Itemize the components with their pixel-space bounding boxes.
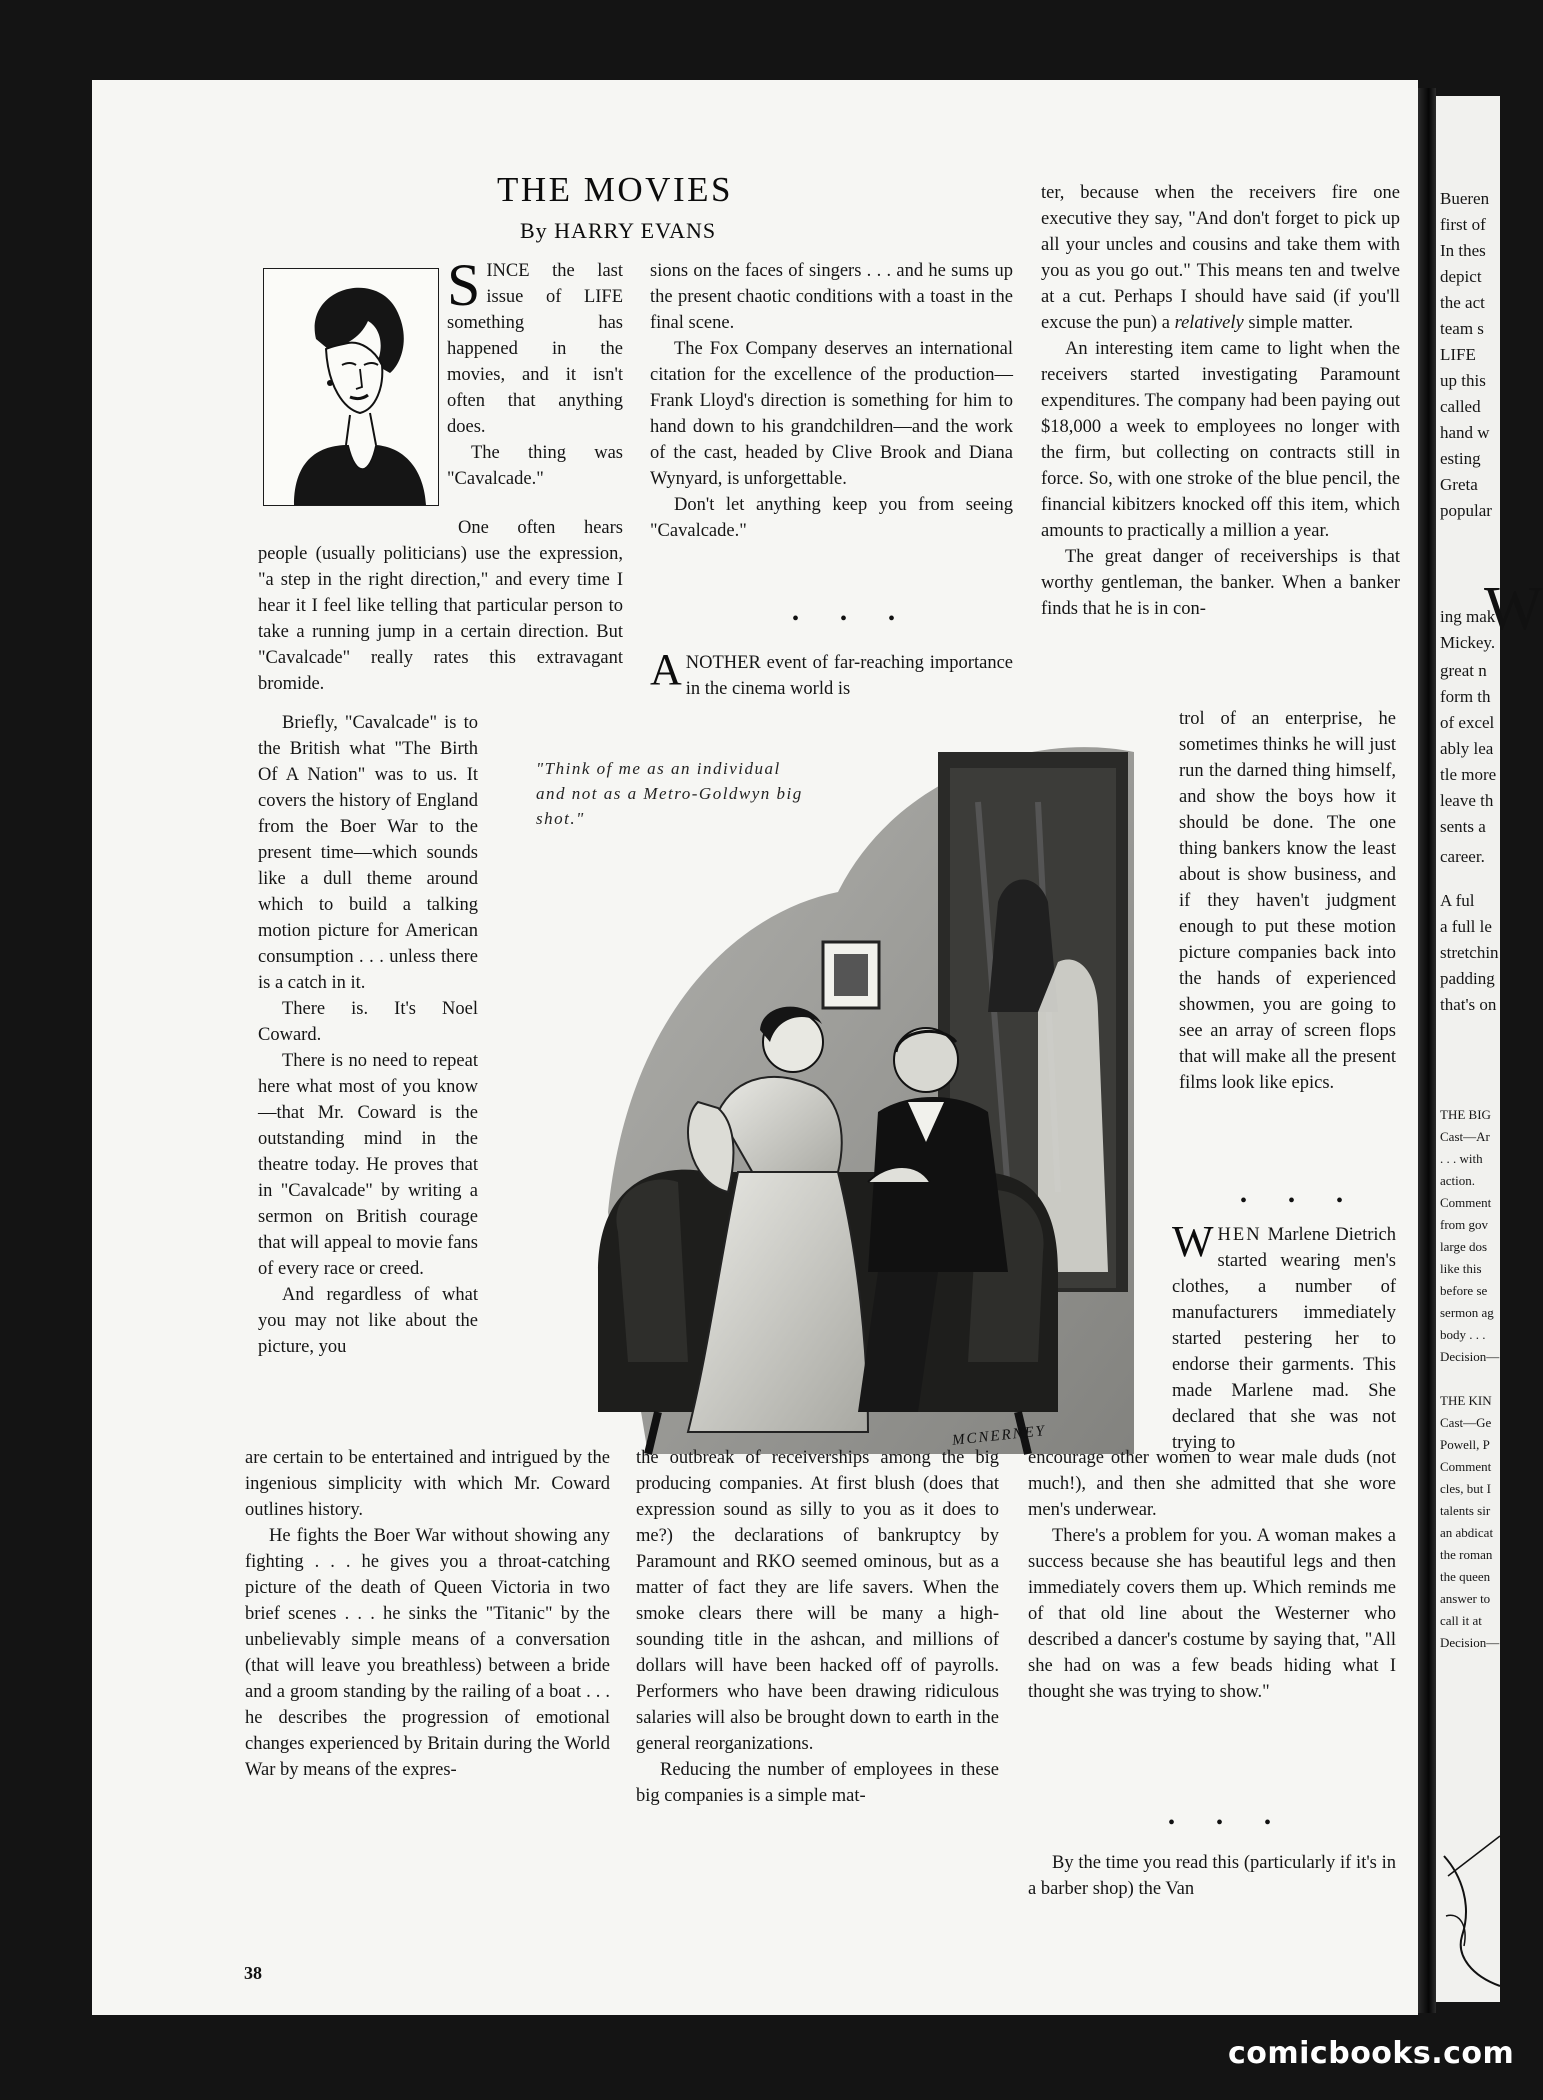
facing-page-fragment: Cast—Ar	[1440, 1129, 1490, 1144]
site-watermark: comicbooks.com	[1228, 2036, 1515, 2071]
facing-page-fragment: of excel	[1440, 713, 1495, 732]
facing-page-fragment: large dos	[1440, 1239, 1488, 1254]
facing-page-fragment: stretchin	[1440, 943, 1499, 962]
facing-page-fragment: from gov	[1440, 1217, 1489, 1232]
facing-page-fragment: Cast—Ge	[1440, 1415, 1492, 1430]
sofa-scene-drawing	[538, 712, 1134, 1454]
facing-page-fragment: padding	[1440, 969, 1495, 988]
paragraph-text: One often hears people (usually politicians) use the expression, "a step in the right direction," and every time I hear it I feel like telling that particular person to take a running jump in a certain direction. But "Cavalcade" really rates this extravagant bromide.	[258, 518, 623, 694]
article-title: THE MOVIES	[497, 170, 733, 209]
facing-page-fragment: action.	[1440, 1173, 1476, 1188]
section-divider: • • •	[792, 608, 914, 630]
facing-page-fragment: leave th	[1440, 791, 1494, 810]
facing-page-fragment: call it at	[1440, 1613, 1482, 1628]
column-1-intro	[447, 252, 623, 492]
section-divider: • • •	[1240, 1190, 1362, 1212]
column-3-dietrich	[1172, 1217, 1396, 1456]
facing-page-fragment: hand w	[1440, 423, 1490, 442]
paragraph-text: The thing was "Cavalcade."	[447, 443, 623, 489]
facing-page-fragment: first of	[1440, 215, 1486, 234]
couple-illustration	[538, 712, 1134, 1454]
illustration-signature: MCNERNEY	[951, 1423, 1047, 1449]
facing-page-fragment: an abdicat	[1440, 1525, 1494, 1540]
facing-page-initial: W	[1484, 575, 1543, 643]
paragraph-text: sions on the faces of singers . . . and he sums up the present chaotic conditions with a toast in the final scene.	[650, 261, 1013, 333]
facing-page-fragment: up this	[1440, 371, 1486, 390]
facing-page-fragment: sents a	[1440, 817, 1486, 836]
facing-page-fragment: cles, but I	[1440, 1481, 1491, 1496]
paragraph-text: Marlene Dietrich started wearing men's clothes, a number of manufacturers immediately started pestering her to endorse their garments. This made Marlene mad. She declared that she was not trying to	[1172, 1225, 1396, 1453]
facing-page-fragment: Bueren	[1440, 189, 1490, 208]
facing-page-edge	[1436, 96, 1543, 2002]
paragraph-text: simple matter.	[1248, 313, 1354, 333]
facing-page-fragment: Comment	[1440, 1459, 1492, 1474]
drop-cap-a: A	[650, 645, 682, 694]
page-gutter	[1418, 88, 1436, 2013]
facing-page-fragment: Greta	[1440, 475, 1478, 494]
facing-page-fragment: talents sir	[1440, 1503, 1491, 1518]
paragraph-text: INCE the last issue of LIFE something has happened in the movies, and it isn't often that anything does.	[447, 261, 623, 437]
facing-page-fragment: the act	[1440, 293, 1485, 312]
facing-page-fragment: Decision—	[1440, 1635, 1500, 1650]
facing-page-fragment: ing mak	[1440, 607, 1496, 626]
small-caps-word: HEN	[1217, 1225, 1262, 1245]
column-3-top	[1041, 180, 1400, 622]
facing-page-fragment: A ful	[1440, 891, 1475, 910]
paragraph-text: The great danger of receiverships is that worthy gentleman, the banker. When a banker finds that he is in con-	[1041, 547, 1400, 619]
facing-page-fragment: the queen	[1440, 1569, 1491, 1584]
paragraph-text: There's a problem for you. A woman makes a success because she has beautiful legs and then immediately covers them up. Which reminds me of that old line about the Westerner who described a dancer's costume by saying that, "All she had on was a few beads hiding what I thought she was trying to show."	[1028, 1526, 1396, 1702]
column-1-bottom	[245, 1445, 610, 1783]
paragraph-text: There is no need to repeat here what most of you know—that Mr. Coward is the outstanding mind in the theatre today. He proves that in "Cavalcade" by writing a sermon on British courage that will appeal to movie fans of every race or creed.	[258, 1051, 478, 1279]
column-1-narrow	[258, 710, 478, 1360]
facing-page-sketch	[1442, 1816, 1502, 1996]
facing-page-fragment: Decision—	[1440, 1349, 1500, 1364]
drop-cap-s: S	[447, 252, 481, 318]
column-3-bottom	[1028, 1445, 1396, 1705]
paragraph-text: trol of an enterprise, he sometimes thinks he will just run the darned thing himself, and show the boys how it should be done. The one thing bankers know the least about is show business, and if they haven't judgment enough to put these motion picture companies back into the hands of experienced showmen, you are going to see an array of screen flops that will make all the present films look like epics.	[1179, 709, 1396, 1093]
facing-page-fragment: before se	[1440, 1283, 1488, 1298]
column-3-vanbueren	[1028, 1850, 1396, 1902]
facing-page-fragment: sermon ag	[1440, 1305, 1494, 1320]
paragraph-text: the outbreak of receiverships among the big producing companies. At first blush (does that expression sound as silly to you as it does to me?) the declarations of bankruptcy by Paramount and RKO seemed ominous, but as a matter of fact they are life savers. When the smoke clears there will be many a high-sounding title in the ashcan, and millions of dollars will have been hacked off of payrolls. Performers who have been drawing ridiculous salaries will also be brought down to earth in the general reorganizations.	[636, 1448, 999, 1754]
paragraph-text: An interesting item came to light when the receivers started investigating Paramount expenditures. The company had been paying out $18,000 a week to employees no longer with the firm, but collecting on contracts still in force. So, with one stroke of the blue pencil, the financial kibitzers knocked off this item, which amounts to practically a million a year.	[1041, 339, 1400, 541]
paragraph-text: Briefly, "Cavalcade" is to the British what "The Birth Of A Nation" was to us. It covers the history of England from the Boer War to the present time—which sounds like a dull theme around which to build a talking motion picture for American consumption . . . unless there is a catch in it.	[258, 713, 478, 993]
paragraph-text: Don't let anything keep you from seeing "Cavalcade."	[650, 495, 1013, 541]
facing-page-fragment: the roman	[1440, 1547, 1493, 1562]
woman-portrait-drawing	[264, 269, 438, 505]
facing-page-fragment: . . . with	[1440, 1151, 1483, 1166]
column-2-bottom	[636, 1445, 999, 1809]
paragraph-text: The Fox Company deserves an international citation for the excellence of the production—Frank Lloyd's direction is something for him to hand down to his grandchildren—and the work of the cast, headed by Clive Brook and Diana Wynyard, is unforgettable.	[650, 339, 1013, 489]
paragraph-text: are certain to be entertained and intrigued by the ingenious simplicity with which Mr. Coward outlines history.	[245, 1448, 610, 1520]
facing-page-fragment: depict	[1440, 267, 1482, 286]
facing-page-fragment: called	[1440, 397, 1481, 416]
italic-word: relatively	[1174, 313, 1244, 333]
facing-page-fragment: like this	[1440, 1261, 1482, 1276]
facing-page-fragment: form th	[1440, 687, 1491, 706]
facing-page-fragment: THE BIG	[1440, 1107, 1491, 1122]
paragraph-text: Reducing the number of employees in these big companies is a simple mat-	[636, 1760, 999, 1806]
facing-page-fragment: Powell, P	[1440, 1437, 1490, 1452]
facing-page-fragment: THE KIN	[1440, 1393, 1492, 1408]
facing-page-fragment: career.	[1440, 847, 1485, 866]
paragraph-text: encourage other women to wear male duds (not much!), and then she admitted that she wore men's underwear.	[1028, 1448, 1396, 1520]
paragraph-text: NOTHER event of far-reaching importance in the cinema world is	[685, 653, 1013, 699]
paragraph-text: ter, because when the receivers fire one executive they say, "And don't forget to pick up all your uncles and cousins and take them with you as you go out." This means ten and twelve at a cut. Perhaps I should have said (if you'll excuse the pun) a	[1041, 183, 1400, 333]
facing-page-fragment: a full le	[1440, 917, 1492, 936]
paragraph-text: He fights the Boer War without showing any fighting . . . he gives you a throat-catching picture of the death of Queen Victoria in two brief scenes . . . he sinks the "Titanic" by the unbelievably simple means of a conversation (that will leave you breathless) between a bride and a groom standing by the railing of a boat . . . he describes the progression of emotional changes experienced by Britain during the World War by means of the expres-	[245, 1526, 610, 1780]
facing-page-fragment: In thes	[1440, 241, 1486, 260]
paragraph-text: There is. It's Noel Coward.	[258, 999, 478, 1045]
section-divider: • • •	[1168, 1812, 1290, 1834]
column-2-another	[650, 645, 1013, 702]
facing-page-fragment: esting	[1440, 449, 1481, 468]
column-2-top	[650, 258, 1013, 544]
facing-page-fragment: answer to	[1440, 1591, 1491, 1606]
paragraph-text: By the time you read this (particularly if it's in a barber shop) the Van	[1028, 1853, 1396, 1899]
facing-page-fragment: that's on	[1440, 995, 1497, 1014]
column-1-p3	[258, 515, 623, 697]
page-number: 38	[244, 1963, 262, 1983]
facing-page-fragment: Mickey.	[1440, 633, 1496, 652]
facing-page-fragment: great n	[1440, 661, 1487, 680]
facing-page-fragment: LIFE	[1440, 345, 1476, 364]
facing-page-fragment: body . . .	[1440, 1327, 1486, 1342]
facing-page-fragment: team s	[1440, 319, 1484, 338]
facing-page-fragment: ably lea	[1440, 739, 1494, 758]
column-3-narrow	[1179, 706, 1396, 1096]
drop-cap-w: W	[1172, 1217, 1214, 1266]
facing-page-fragment: Comment	[1440, 1195, 1492, 1210]
article-byline: By HARRY EVANS	[520, 218, 717, 243]
paragraph-text: And regardless of what you may not like about the picture, you	[258, 1285, 478, 1357]
illustration-caption: "Think of me as an individual and not as a Metro-Goldwyn big shot."	[536, 759, 803, 828]
author-portrait-illustration	[263, 268, 439, 506]
facing-page-fragment: popular	[1440, 501, 1492, 520]
facing-page-fragment: tle more	[1440, 765, 1497, 784]
